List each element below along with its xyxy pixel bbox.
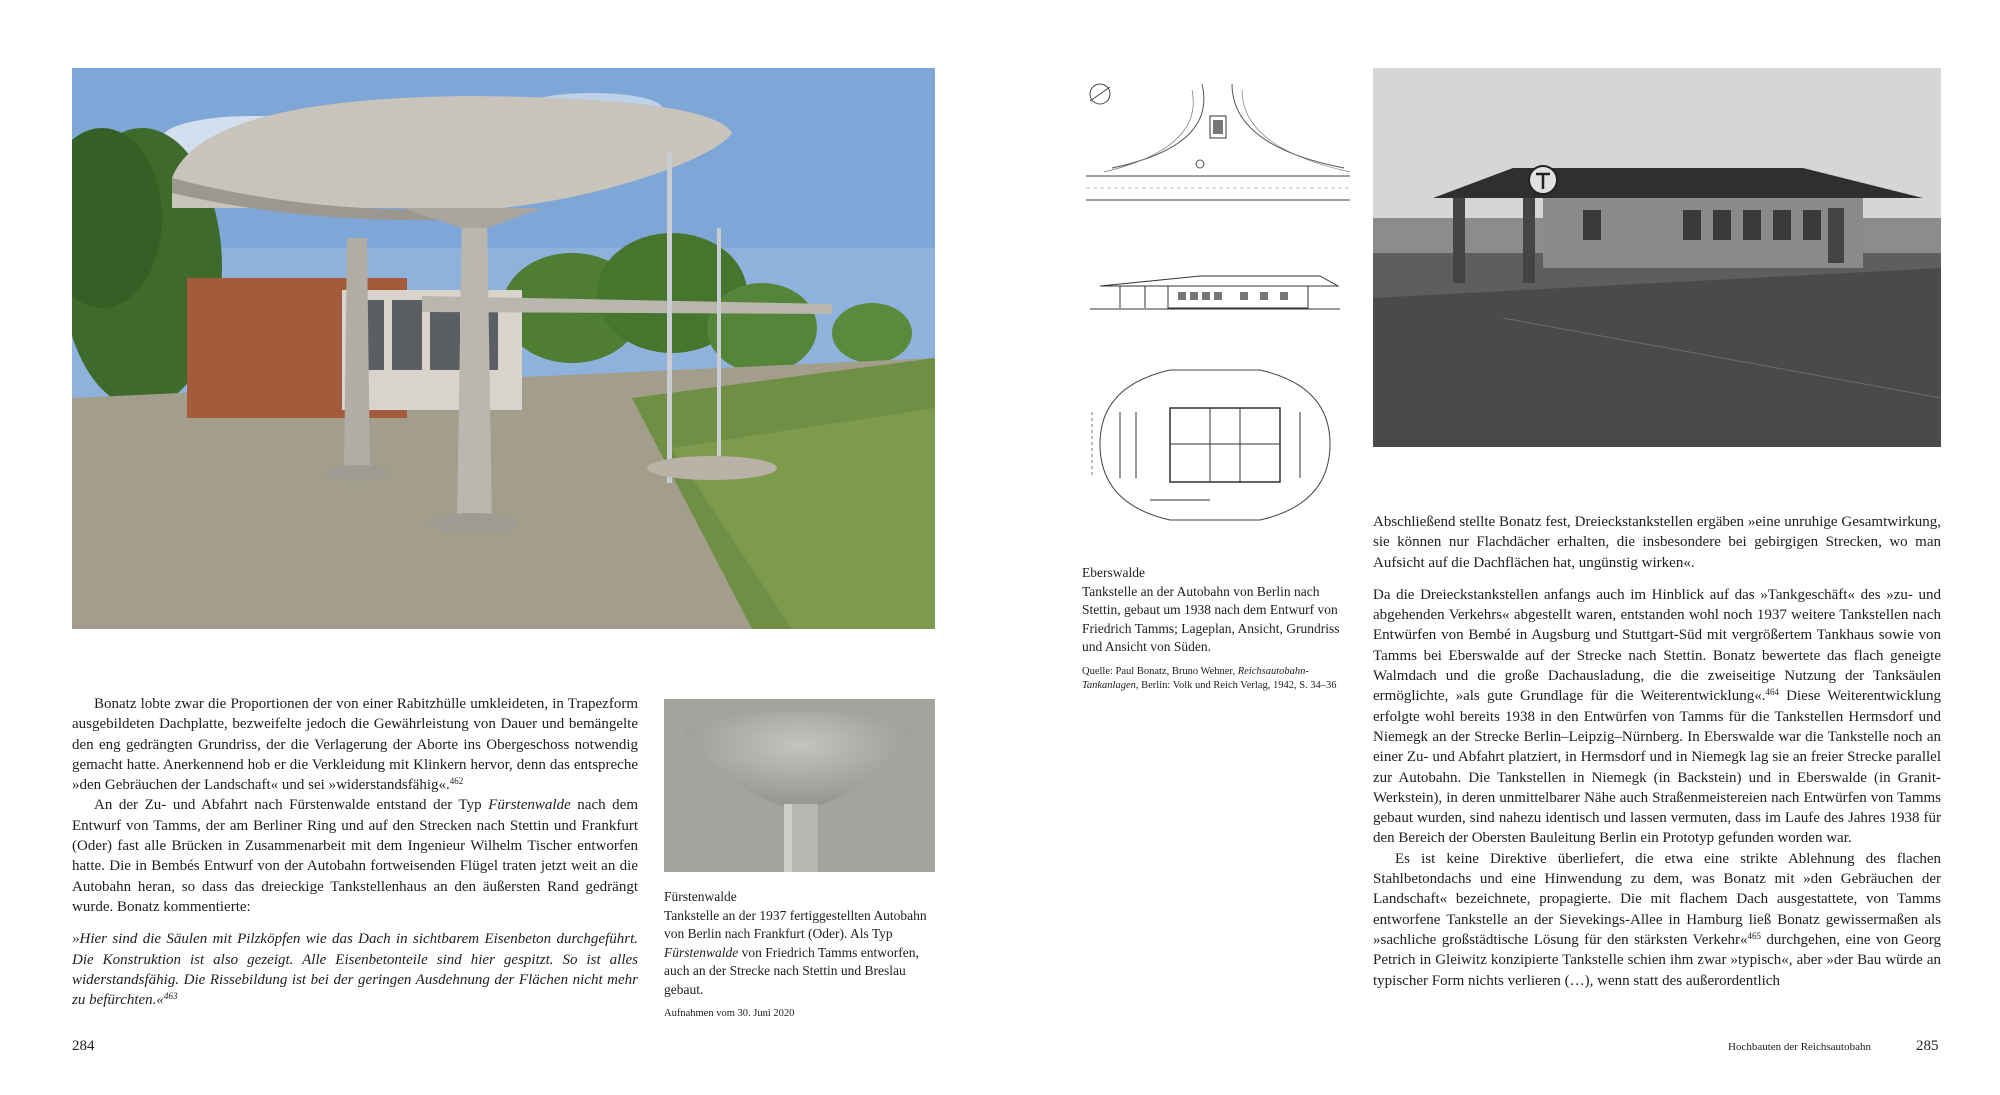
photo-fuerstenwalde-station (72, 68, 935, 629)
drawing-floor-plan (1090, 366, 1340, 524)
bonatz-quote: »Hier sind die Säulen mit Pilzköpfen wie das Dach in sichtbarem Eisenbeton durchgeführt. Die Konstruktion ist also gezeigt. Alle Eisenbetonteile sind hier gespitzt. So ist alles widerstandsfähig. Die Rissebildung ist bei der geringen Ausdehnung der Flächen nicht mehr zu befürchten.«$^{463}$ (72, 931, 638, 1009)
caption-fuerstenwalde: Fürstenwalde Tankstelle an der 1937 fertiggestellten Autobahn von Berlin nach Frankfurt (Oder). Als Typ Fürstenwalde von Friedrich Tamms entworfen, auch an der Strecke nach Stettin und Breslau gebaut. Aufnahmen vom 30. Juni 2020 (664, 888, 935, 1021)
page-number-right: 285 (1916, 1038, 1939, 1054)
caption-title: Fürstenwalde (664, 889, 737, 904)
photo-credit: Aufnahmen vom 30. Juni 2020 (664, 1008, 795, 1019)
footnote-ref: 462 (449, 776, 464, 787)
right-paragraph-3: Es ist keine Direktive überliefert, die etwa eine strikte Ablehnung des flachen Stahlbetondachs und eine Hinwendung zu dem, was Bonatz mit »den Gebräuchen der Landschaft« bezeichnete, propagierte. Die mit flachem Dach ausgestattete, von Tamms entworfene Tankstelle an der Sievekings-Allee in Hamburg ließ Bonatz gewissermaßen als »sachliche großstädtische Lösung für den stärksten Verkehr«$^{465}$ durchgehen, eine von Georg Petrich in Gleiwitz konzipierte Tankstelle schien ihm zwar »typisch«, aber »der Bau würde an typischer Form nichts verlieren (…), wenn statt des außerordentlich (1373, 850, 1941, 989)
photo-eberswalde-historic (1373, 68, 1941, 447)
footnote-ref: 463 (163, 991, 178, 1002)
drawing-site-plan (1082, 76, 1354, 220)
page-number-left: 284 (72, 1038, 95, 1054)
caption-source: Quelle: Paul Bonatz, Bruno Wehner, Reichsautobahn-Tankanlagen, Berlin: Volk und Reich Verlag, 1942, S. 34–36 (1082, 665, 1337, 691)
drawing-elevation (1090, 266, 1340, 316)
right-paragraph-2: Da die Dreieckstankstellen anfangs auch im Hinblick auf das »Tankgeschäft« des »zu- und abgehenden Verkehrs« abgestellt waren, entstanden wohl noch 1937 weitere Tankstellen nach Entwürfen von Bembé in Augsburg und Stuttgart-Süd mit vergrößertem Tankhaus sowie von Tamms bei Eberswalde auf der Strecke nach Stettin. Bonatz bewertete das flach geneigte Walmdach und die große Dachausladung, die die zweiseitige Nutzung der Tanksäulen ermöglichte, »als gute Grundlage für die Weiterentwicklung«.$^{464}$ Diese Weiterentwicklung erfolgte wohl bereits 1938 in den Entwürfen von Tamms für die Tankstellen Hermsdorf und Niemegk an der Strecke Berlin–Leipzig–Nürnberg. In Eberswalde war die Tankstelle noch an einer Zu- und Abfahrt platziert, in Hermsdorf und in Niemegk lag sie an freier Strecke parallel zur Autobahn. Die Tankstellen in Niemegk (in Backstein) und in Eberswalde (in Granit-Werkstein), in deren unmittelbarer Nähe auch Straßenmeistereien nach Entwürfen von Tamms gebaut wurden, sind nahezu identisch und lassen vermuten, dass im Laufe des Jahres 1938 für den Bereich der Obersten Bauleitung Berlin ein Prototyp gefunden worden war. (1373, 586, 1941, 847)
left-paragraph-2: An der Zu- und Abfahrt nach Fürstenwalde entstand der Typ Fürstenwalde nach dem Entwurf von Tamms, der am Berliner Ring und auf den Strecken nach Stettin und Frankfurt (Oder) fast alle Brücken in Zusammenarbeit mit dem Ingenieur Wilhelm Tischer entworfen hatte. Die in Bembés Entwurf von der Autobahn fortweisenden Flügel traten jetzt weit an die Autobahn heran, so dass das dreieckige Tankstellenhaus an den äußersten Rand gedrängt wurde. Bonatz kommentierte: (72, 797, 638, 915)
caption-title: Eberswalde (1082, 565, 1145, 580)
footnote-ref: 464 (1765, 687, 1779, 698)
caption-eberswalde: Eberswalde Tankstelle an der Autobahn von Berlin nach Stettin, gebaut um 1938 nach dem Entwurf von Friedrich Tamms; Lageplan, Ansicht, Grundriss und Ansicht von Süden. Quelle: Paul Bonatz, Bruno Wehner, Reichsautobahn-Tankanlagen, Berlin: Volk und Reich Verlag, 1942, S. 34–36 (1082, 564, 1344, 693)
right-paragraph-1: Abschließend stellte Bonatz fest, Dreieckstankstellen ergäben »eine unruhige Gesamtwirkung, sie können nur Flachdächer erhalten, die insbesondere bei gebirgigen Strecken, wo man Aufsicht auf die Dachflächen hat, ungünstig wirken«. (1373, 514, 1941, 571)
right-body-text (1373, 512, 1941, 991)
footnote-ref: 465 (1747, 930, 1761, 941)
photo-column-detail (664, 699, 935, 872)
running-head: Hochbauten der Reichsautobahn (1728, 1041, 1871, 1053)
left-paragraph-1: Bonatz lobte zwar die Proportionen der von einer Rabitzhülle umkleideten, in Trapezform ausgebildeten Dachplatte, bezweifelte jedoch die Gewährleistung von Dauer und bemängelte den eng gedrängten Grundriss, der die Verlagerung der Aborte ins Obergeschoss notwendig gemacht hatte. Anerkennend hob er die Verkleidung mit Klinkern hervor, denn das entspreche »den Gebräuchen der Landschaft« und sei »widerstandsfähig«.$^{462}$ (72, 696, 638, 794)
left-body-text (72, 694, 638, 1010)
